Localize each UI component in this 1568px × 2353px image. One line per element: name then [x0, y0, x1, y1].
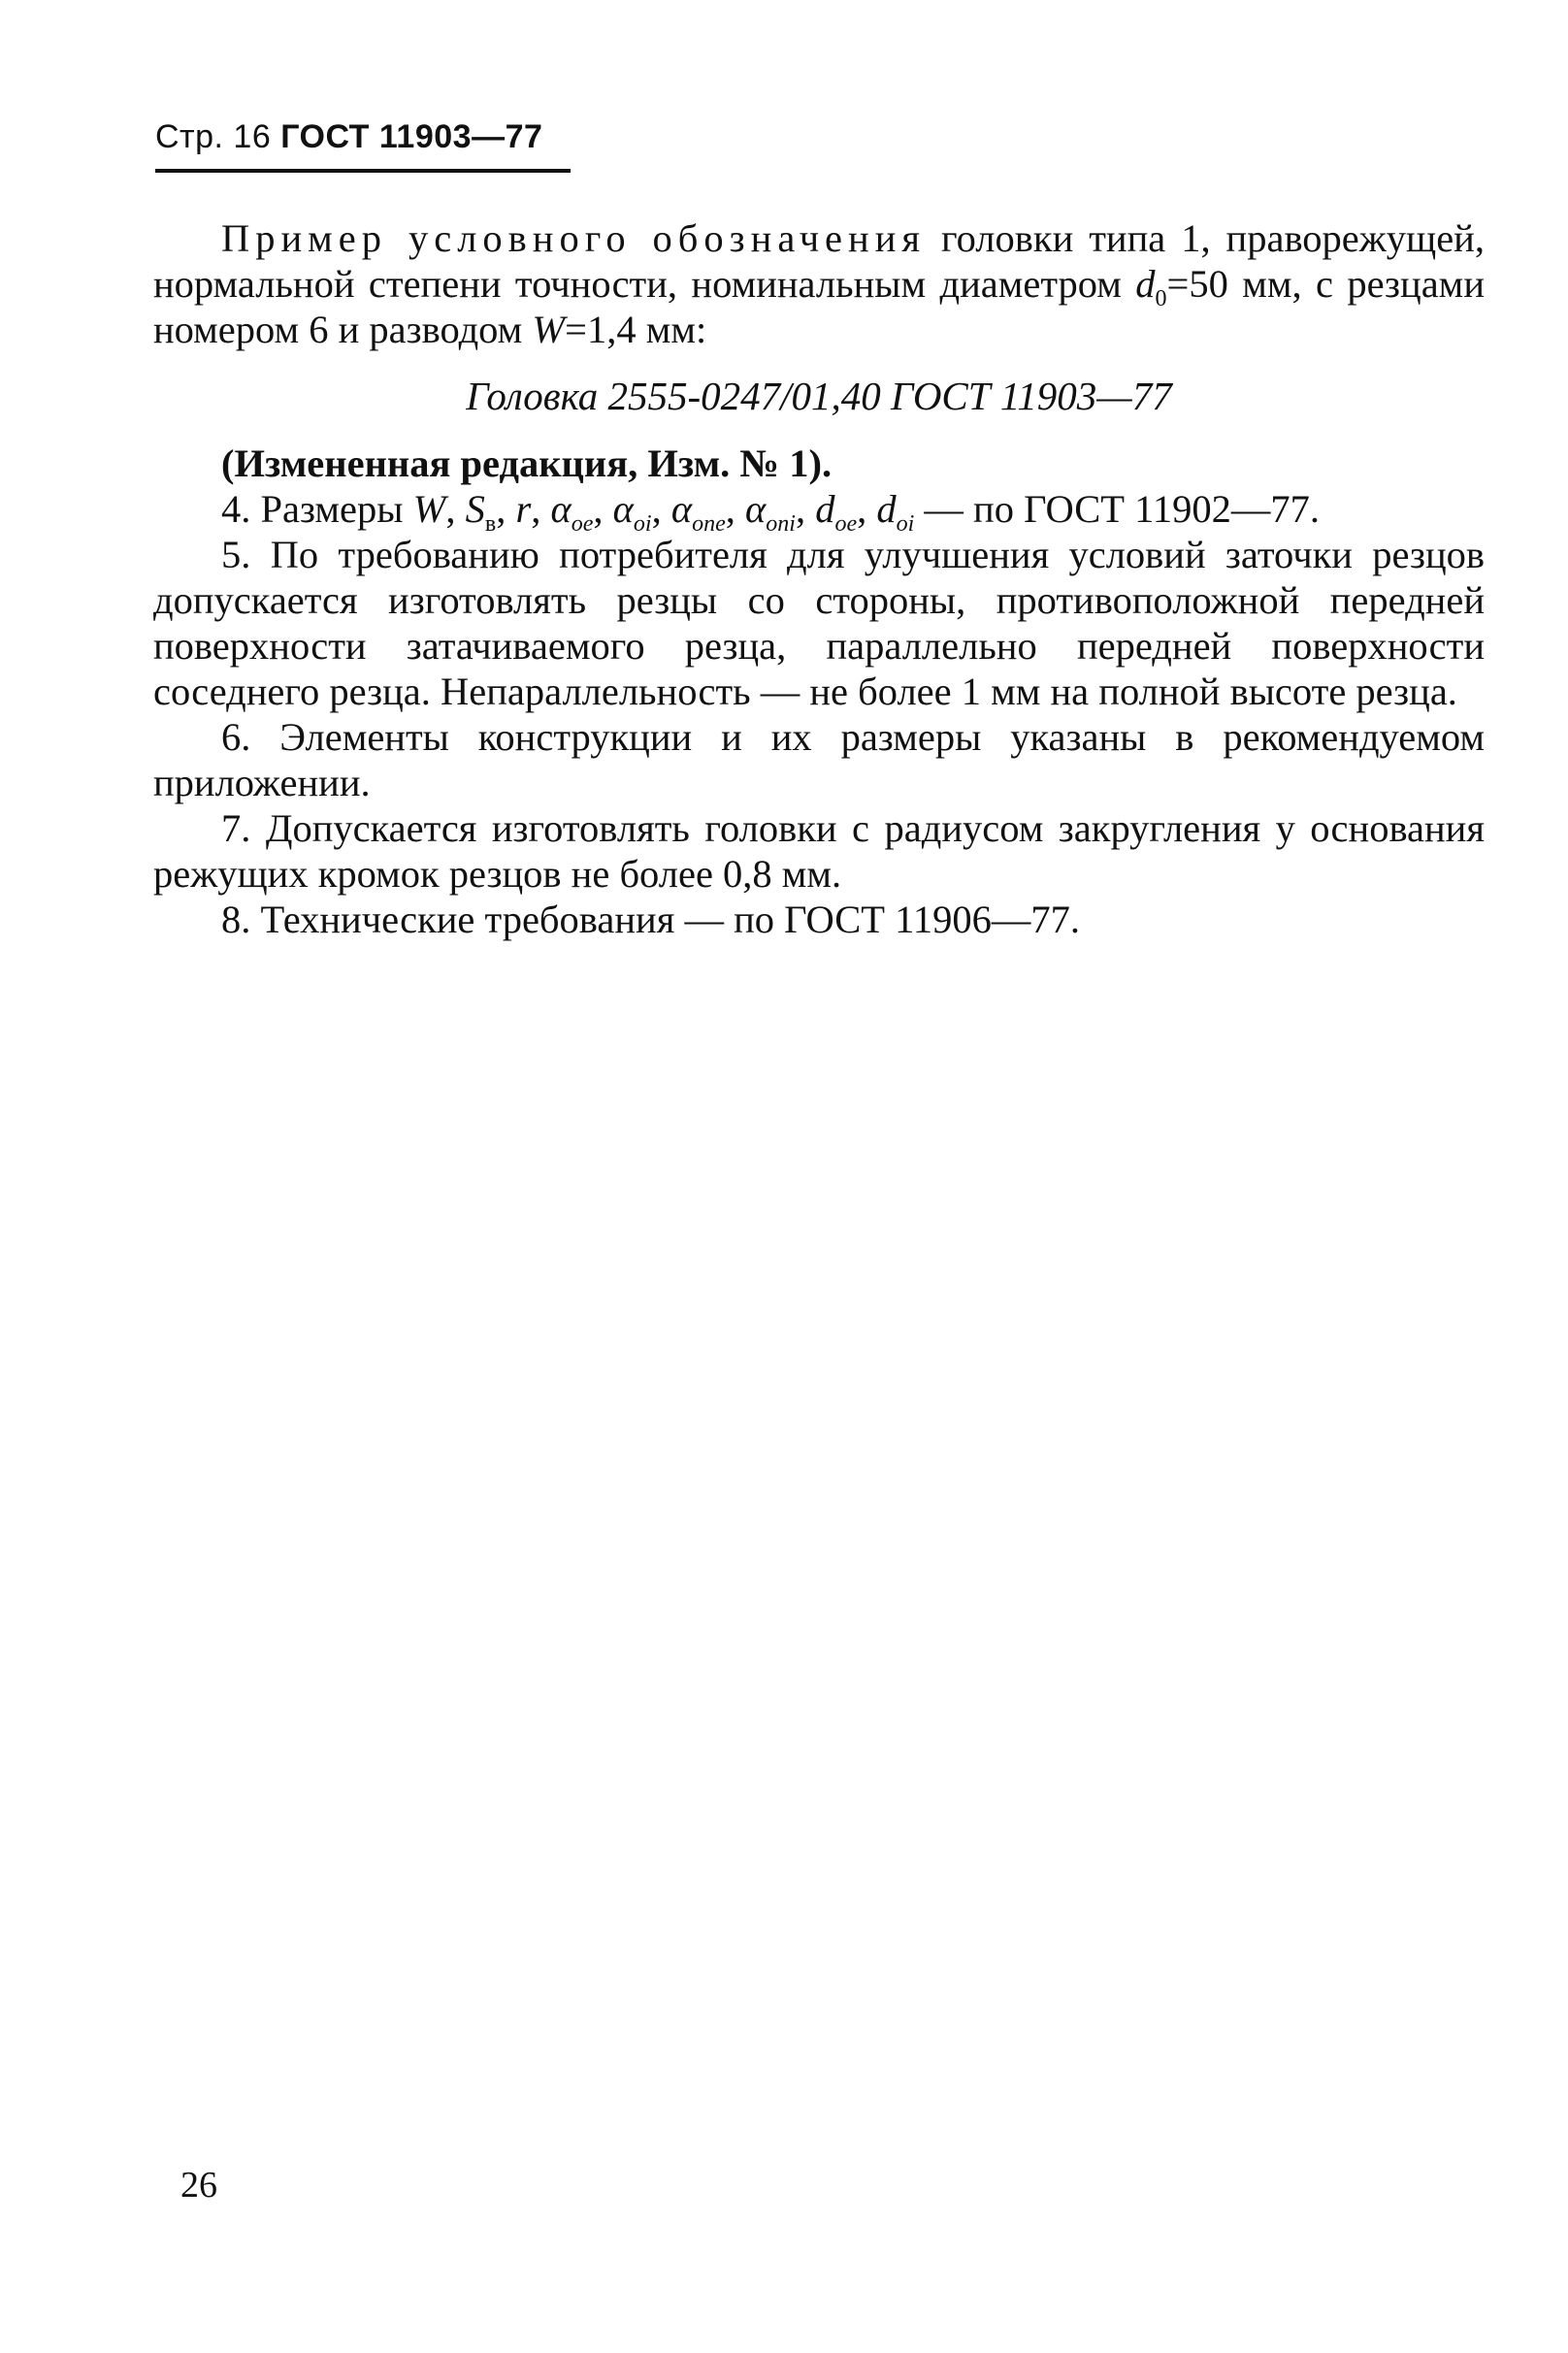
document-body — [153, 215, 1485, 942]
item-4: 4. Размеры W, $S_в$, r, $\alpha_{oe}$, $\alpha_{oi}$, $\alpha_{one}$, $\alpha_{oni}$, $d_{oe}$, $d_{oi}$ — по ГОСТ 11902—77. — [221, 487, 1320, 538]
item-4-lead: 4. Размеры — [221, 487, 413, 531]
page-label: Стр. 16 — [155, 118, 272, 155]
example-text: головки типа 1, праворежущей, нормальной степени точности, номинальным диаметром — [153, 216, 1485, 306]
d-oi-param: d — [876, 487, 897, 531]
item-6: 6. Элементы конструкции и их размеры указаны в рекомендуемом приложении. — [153, 715, 1485, 804]
designation-formula: Головка 2555-0247/01,40 ГОСТ 11903—77 — [466, 374, 1172, 418]
d-subscript: 0 — [1155, 286, 1167, 312]
standard-code: ГОСТ 11903—77 — [280, 118, 543, 155]
alpha-oe-param: α — [550, 487, 572, 531]
amendment-note: (Измененная редакция, Изм. № 1). — [221, 441, 833, 485]
r-param: r — [515, 487, 532, 531]
item-4-tail: — по ГОСТ 11902—77. — [914, 487, 1320, 531]
alpha-oni-param: α — [745, 487, 767, 531]
w-value-text: =1,4 мм: — [565, 308, 707, 351]
item-8: 8. Технические требования — по ГОСТ 11906—77. — [221, 898, 1081, 941]
s-param-sub: в — [484, 511, 497, 538]
d-oe-param: d — [815, 487, 835, 531]
alpha-oi-param: α — [612, 487, 634, 531]
s-param: S — [465, 487, 485, 531]
w-symbol: W — [532, 308, 566, 351]
page-number: 26 — [180, 2165, 217, 2206]
alpha-one-param: α — [670, 487, 693, 531]
alpha-one-sub: one — [692, 511, 726, 538]
alpha-oe-sub: oe — [571, 511, 594, 538]
item-7: 7. Допускается изготовлять головки с радиусом закругления у основания режущих кромок резцов не более 0,8 мм. — [153, 806, 1485, 896]
page-header — [155, 118, 542, 156]
w-param: W — [412, 487, 446, 531]
header-rule — [155, 169, 571, 173]
alpha-oni-sub: oni — [766, 511, 796, 538]
d-symbol: d — [1135, 262, 1156, 306]
d-oe-sub: oe — [834, 511, 858, 538]
d-oi-sub: oi — [896, 511, 915, 538]
example-paragraph — [153, 215, 1485, 352]
alpha-oi-sub: oi — [633, 511, 652, 538]
example-lead: Пример условного обозначения — [221, 216, 927, 260]
item-5: 5. По требованию потребителя для улучшения условий заточки резцов допускается изготовлять резцы со стороны, противоположной передней поверхности затачиваемого резца, параллельно передней поверхности соседнего резца. Непараллельность — не более 1 мм на полной высоте резца. — [153, 533, 1485, 713]
d-value-text: =50 мм, с резцами номером 6 и разводом — [153, 262, 1485, 351]
